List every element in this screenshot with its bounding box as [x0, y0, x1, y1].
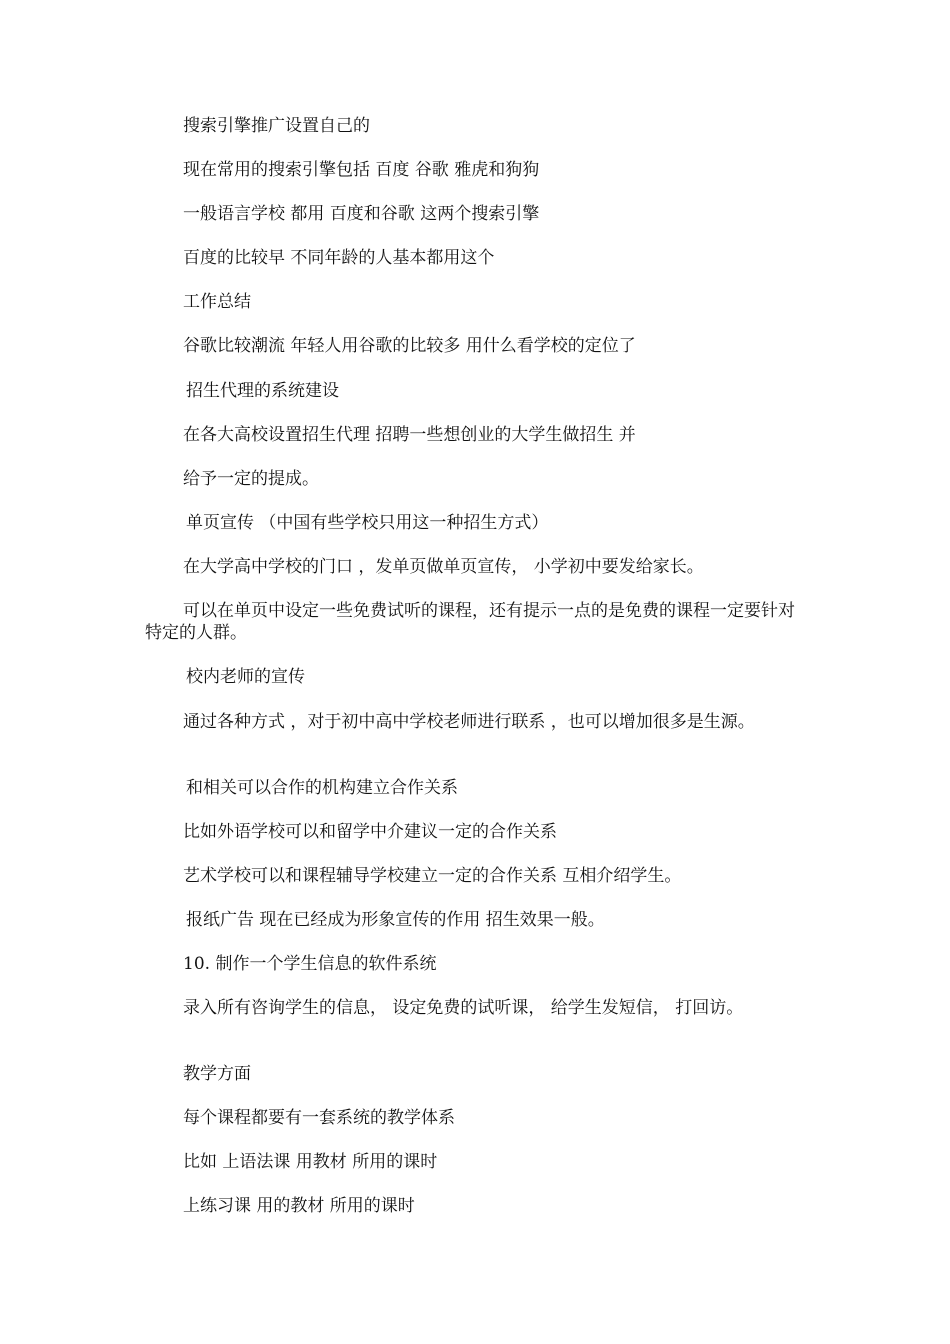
paragraph-6: 谷歌比较潮流 年轻人用谷歌的比较多 用什么看学校的定位了	[183, 336, 636, 356]
paragraph-11: 在大学高中学校的门口 ，发单页做单页宣传， 小学初中要发给家长。	[183, 557, 704, 577]
paragraph-4: 百度的比较早 不同年龄的人基本都用这个	[183, 248, 495, 268]
paragraph-17: 艺术学校可以和课程辅导学校建立一定的合作关系 互相介绍学生。	[183, 866, 682, 886]
paragraph-23: 比如 上语法课 用教材 所用的课时	[183, 1152, 438, 1172]
section-heading-newspaper-ads: 报纸广告 现在已经成为形象宣传的作用 招生效果一般。	[186, 910, 605, 930]
section-heading-student-info-system: 10. 制作一个学生信息的软件系统	[183, 954, 437, 974]
paragraph-8: 在各大高校设置招生代理 招聘一些想创业的大学生做招生 并	[183, 425, 636, 445]
paragraph-14: 通过各种方式 ，对于初中高中学校老师进行联系 ，也可以增加很多是生源。	[183, 712, 755, 732]
section-heading-work-summary: 工作总结	[183, 292, 251, 312]
section-heading-flyers: 单页宣传 （中国有些学校只用这一种招生方式）	[186, 513, 549, 533]
paragraph-12: 可以在单页中设定一些免费试听的课程，还有提示一点的是免费的课程一定要针对特定的人群。	[145, 601, 795, 643]
section-heading-teaching: 教学方面	[183, 1064, 251, 1084]
paragraph-16: 比如外语学校可以和留学中介建议一定的合作关系	[183, 822, 557, 842]
section-heading-partnerships: 和相关可以合作的机构建立合作关系	[186, 778, 458, 798]
section-heading-recruitment-agents: 招生代理的系统建设	[186, 381, 339, 401]
paragraph-2: 现在常用的搜索引擎包括 百度 谷歌 雅虎和狗狗	[183, 160, 540, 180]
paragraph-24: 上练习课 用的教材 所用的课时	[183, 1196, 415, 1216]
paragraph-1: 搜索引擎推广设置自己的	[183, 116, 370, 136]
paragraph-22: 每个课程都要有一套系统的教学体系	[183, 1108, 455, 1128]
paragraph-3: 一般语言学校 都用 百度和谷歌 这两个搜索引擎	[183, 204, 540, 224]
section-heading-teacher-promotion: 校内老师的宣传	[186, 667, 305, 687]
paragraph-9: 给予一定的提成。	[183, 469, 319, 489]
paragraph-20: 录入所有咨询学生的信息， 设定免费的试听课， 给学生发短信， 打回访。	[183, 998, 744, 1018]
